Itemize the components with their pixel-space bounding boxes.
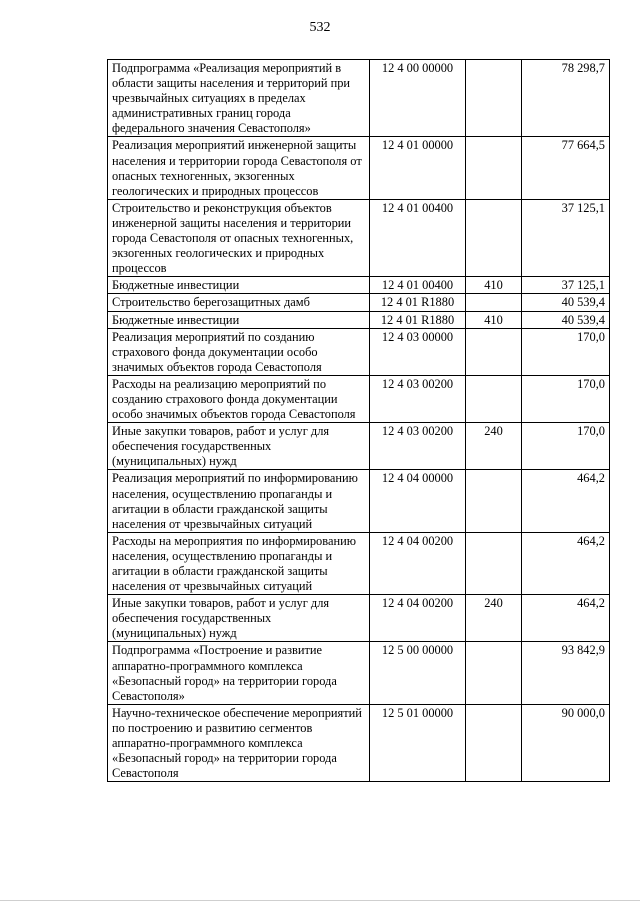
row-name: Реализация мероприятий инженерной защиты населения и территории города Севастополя от опасных техногенных, экзогенных геологических и природных процессов xyxy=(108,137,370,199)
row-type xyxy=(466,704,522,781)
row-type xyxy=(466,532,522,594)
row-type xyxy=(466,137,522,199)
row-code: 12 4 01 R1880 xyxy=(370,294,466,311)
table-row xyxy=(108,375,610,422)
row-sum: 170,0 xyxy=(522,423,610,470)
page-number: 532 xyxy=(309,20,331,35)
row-code: 12 4 04 00200 xyxy=(370,532,466,594)
row-type xyxy=(466,328,522,375)
row-code: 12 5 00 00000 xyxy=(370,642,466,704)
table-row xyxy=(108,470,610,532)
row-name: Строительство берегозащитных дамб xyxy=(108,294,370,311)
table-row xyxy=(108,642,610,704)
table-row xyxy=(108,328,610,375)
row-name: Бюджетные инвестиции xyxy=(108,277,370,294)
row-code: 12 4 03 00000 xyxy=(370,328,466,375)
table-row xyxy=(108,595,610,642)
row-code: 12 4 03 00200 xyxy=(370,375,466,422)
row-sum: 37 125,1 xyxy=(522,199,610,276)
row-type xyxy=(466,470,522,532)
row-code: 12 4 03 00200 xyxy=(370,423,466,470)
table-row xyxy=(108,199,610,276)
table-row xyxy=(108,311,610,328)
row-sum: 93 842,9 xyxy=(522,642,610,704)
row-type: 240 xyxy=(466,423,522,470)
table-row xyxy=(108,423,610,470)
row-sum: 37 125,1 xyxy=(522,277,610,294)
table-row xyxy=(108,532,610,594)
row-name: Научно-техническое обеспечение мероприятий по построению и развитию сегментов аппаратно-программного комплекса «Безопасный город» на территории города Севастополя xyxy=(108,704,370,781)
row-sum: 170,0 xyxy=(522,375,610,422)
row-sum: 40 539,4 xyxy=(522,311,610,328)
table-row xyxy=(108,704,610,781)
row-code: 12 4 01 00400 xyxy=(370,277,466,294)
row-type xyxy=(466,375,522,422)
row-code: 12 4 00 00000 xyxy=(370,60,466,137)
row-code: 12 4 04 00000 xyxy=(370,470,466,532)
row-sum: 170,0 xyxy=(522,328,610,375)
scan-edge-line xyxy=(0,900,640,901)
table-row xyxy=(108,60,610,137)
row-code: 12 4 01 00400 xyxy=(370,199,466,276)
row-type xyxy=(466,642,522,704)
row-sum: 40 539,4 xyxy=(522,294,610,311)
row-name: Реализация мероприятий по созданию страхового фонда документации особо значимых объектов города Севастополя xyxy=(108,328,370,375)
row-sum: 77 664,5 xyxy=(522,137,610,199)
row-name: Подпрограмма «Построение и развитие аппаратно-программного комплекса «Безопасный город» на территории города Севастополя» xyxy=(108,642,370,704)
row-code: 12 5 01 00000 xyxy=(370,704,466,781)
row-code: 12 4 01 R1880 xyxy=(370,311,466,328)
row-sum: 90 000,0 xyxy=(522,704,610,781)
row-name: Строительство и реконструкция объектов инженерной защиты населения и территории города Севастополя от опасных техногенных, экзогенных геологических и природных процессов xyxy=(108,199,370,276)
row-name: Иные закупки товаров, работ и услуг для обеспечения государственных (муниципальных) нужд xyxy=(108,595,370,642)
row-name: Бюджетные инвестиции xyxy=(108,311,370,328)
budget-table xyxy=(107,59,610,782)
row-code: 12 4 01 00000 xyxy=(370,137,466,199)
row-sum: 464,2 xyxy=(522,595,610,642)
row-name: Расходы на реализацию мероприятий по созданию страхового фонда документации особо значимых объектов города Севастополя xyxy=(108,375,370,422)
row-sum: 464,2 xyxy=(522,532,610,594)
row-type: 410 xyxy=(466,311,522,328)
row-name: Расходы на мероприятия по информированию населения, осуществлению пропаганды и агитации в области гражданской защиты населения от чрезвычайных ситуаций xyxy=(108,532,370,594)
row-type xyxy=(466,199,522,276)
table-row xyxy=(108,277,610,294)
row-type xyxy=(466,294,522,311)
row-type xyxy=(466,60,522,137)
row-name: Иные закупки товаров, работ и услуг для обеспечения государственных (муниципальных) нужд xyxy=(108,423,370,470)
row-name: Подпрограмма «Реализация мероприятий в области защиты населения и территорий при чрезвычайных ситуациях в пределах административных границ города федерального значения Севастополя» xyxy=(108,60,370,137)
table-row xyxy=(108,137,610,199)
row-code: 12 4 04 00200 xyxy=(370,595,466,642)
row-type: 410 xyxy=(466,277,522,294)
row-type: 240 xyxy=(466,595,522,642)
row-sum: 464,2 xyxy=(522,470,610,532)
table-row xyxy=(108,294,610,311)
row-sum: 78 298,7 xyxy=(522,60,610,137)
row-name: Реализация мероприятий по информированию населения, осуществлению пропаганды и агитации в области гражданской защиты населения от чрезвычайных ситуаций xyxy=(108,470,370,532)
